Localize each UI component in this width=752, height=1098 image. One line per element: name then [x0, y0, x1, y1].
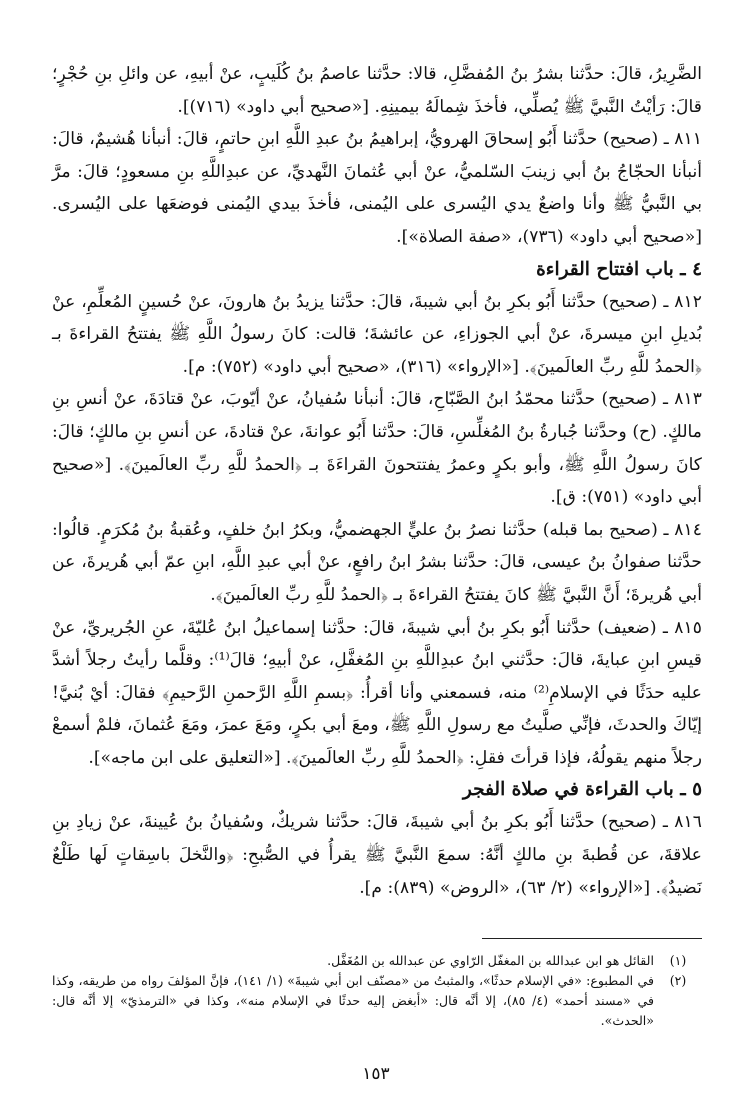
hadith-813: ٨١٣ ـ (صحيح) حدَّثنا محمّدُ ابنُ الصَّبّاحِ، قالَ: أنبأنا سُفيانُ، عنْ أيّوبَ، عنْ قتادَةَ، عنْ أنسِ بنِ مالكٍ. (ح) وحدَّثنا جُبارةُ بنُ المُغلِّسِ، قالَ: حدَّثنا أَبُو عوانةَ، عنْ قتادةَ، عن أنسِ بنِ مالكٍ؛ قالَ: كانَ رسولُ اللَّهِ ﷺ، وأبو بكرٍ وعمرُ يفتتحونَ القراءَةَ بـ ﴿الحمدُ للَّهِ ربِّ العالَمينَ﴾. [«صحيح أبي داود» (٧٥١): ق]. — [52, 389, 702, 508]
footnote-text: في المطبوع: «في الإسلام حدثًا»، والمثبتُ من «مصنّف ابن أبي شيبةَ» (١/ ١٤١)، فإنَّ المؤلفَ رواه من طريقه، وكذا في «مسند أحمد» (٤/ ٨٥)، إلا أنَّه قال: «أبغض إليه حدثًا في الإسلام منه»، وكذا في «الترمذيّ» إلا أنَّه قال: «الحدث». — [52, 973, 655, 1029]
hadith-814: ٨١٤ ـ (صحيح بما قبله) حدَّثنا نصرُ بنُ عليٍّ الجهضميُّ، وبكرُ ابنُ خلفٍ، وعُقبةُ بنُ مُكرَمٍ. قالُوا: حدَّثنا صفوانُ بنُ عيسى، قالَ: حدَّثنا بشرُ ابنُ رافعٍ، عنْ أبي عبدِ اللَّهِ، ابنِ عمّ أبي هُريرةَ، عن أبي هُريرةَ؛ أَنَّ النَّبيَّ ﷺ كانَ يفتتحُ القراءةَ بـ ﴿الحمدُ للَّهِ ربِّ العالَمينَ﴾. — [52, 519, 702, 605]
document-page — [52, 58, 702, 1078]
main-text — [52, 58, 702, 904]
hadith-812: ٨١٢ ـ (صحيح) حدَّثنا أَبُو بكرِ بنُ أبي شيبةَ، قالَ: حدَّثنا يزيدُ بنُ هارونَ، عنْ حُسينٍ المُعلِّمِ، عنْ بُديلِ ابنِ ميسرةَ، عنْ أبي الجوزاءِ، عن عائشةَ؛ قالت: كانَ رسولُ اللَّهِ ﷺ يفتتحُ القراءةَ بـ ﴿الحمدُ للَّهِ ربِّ العالَمينَ﴾. [«الإرواء» (٣١٦)، «صحيح أبي داود» (٧٥٢): م]. — [52, 291, 702, 377]
hadith-811: ٨١١ ـ (صحيح) حدَّثنا أَبُو إسحاقَ الهرويُّ، إبراهيمُ بنُ عبدِ اللَّهِ ابنِ حاتمٍ، قالَ: أنبأنا هُشيمٌ، قالَ: أنبأنا الحجّاجُ بنُ أبي زينبَ السّلميُّ، عنْ أبي عُثمانَ النَّهديِّ، عن عبدِاللَّهِ بنِ مسعودٍ؛ قالَ: مرَّ بي النَّبيُّ ﷺ وأنا واضعٌ يدي اليُسرى على اليُمنى، فأخذَ بيدي اليُمنى فوضعَها على اليُسرى. [«صحيح أبي داود» (٧٣٦)، «صفة الصلاة»]. — [52, 129, 702, 247]
paragraph-continuation: الضَّرِيرُ، قالَ: حدَّثنا بشرُ بنُ المُفضَّلِ، قالا: حدَّثنا عاصمُ بنُ كُلَيبٍ، عنْ أبيهِ، عن وائلِ بنِ حُجْرٍ؛ قالَ: رَأيْتُ النَّبيَّ ﷺ يُصلِّي، فأخذَ شِمالَهُ بيمينِهِ. [«صحيح أبي داود» (٧١٦)]. — [52, 64, 702, 117]
hadith-815: ٨١٥ ـ (ضعيف) حدَّثنا أَبُو بكرِ بنُ أبي شيبةَ، قالَ: حدَّثنا إسماعيلُ ابنُ عُليّةَ، عنِ الجُريريِّ، عنْ قيسِ ابنِ عبايةَ، قالَ: حدَّثني ابنُ عبدِاللَّهِ بنِ المُغفَّلِ، عنْ أبيهِ؛ قالَ⁽¹⁾: وقلَّما رأيتُ رجلاً أشدَّ عليه حدَثًا في الإسلامِ⁽²⁾ منه، فسمعني وأنا أقرأُ: ﴿بسمِ اللَّهِ الرَّحمنِ الرَّحيمِ﴾ فقالَ: أيْ بُنيَّ! إيّاكَ والحدثَ، فإنِّي صلَّيتُ مع رسولِ اللَّهِ ﷺ، ومعَ أبي بكرٍ، ومَعَ عمرَ، ومَعَ عُثمانَ، فلمْ أسمعْ رجلاً منهم يقولُهُ، فإذا قرأتَ فقلِ: ﴿الحمدُ للَّهِ ربِّ العالَمينَ﴾. [«التعليق على ابن ماجه»]. — [52, 617, 702, 768]
footnote-text: القائل هو ابن عبدالله بن المغفّل الرّاوي عن عبدالله بن المُغَفَّل. — [327, 953, 654, 969]
footnote-number: (١) — [669, 953, 687, 969]
section-5-title: ٥ ـ باب القراءة في صلاة الفجر — [462, 779, 702, 801]
hadith-816: ٨١٦ ـ (صحيح) حدَّثنا أَبُو بكرِ بنُ أبي شيبةَ، قالَ: حدَّثنا شريكٌ، وسُفيانُ بنُ عُيينةَ، عنْ زيادِ بنِ علاقةَ، عن قُطبةَ بنِ مالكٍ أنَّهُ: سمعَ النَّبيَّ ﷺ يقرأُ في الصُّبحِ: ﴿والنَّخلَ باسِقاتٍ لَها طَلْعٌ نَضيدٌ﴾. [«الإرواء» (٢/ ٦٣)، «الروض» (٨٣٩): م]. — [52, 812, 702, 898]
footnote-number: (٢) — [669, 973, 687, 989]
page-number: ١٥٣ — [362, 1064, 390, 1084]
footnotes — [52, 951, 702, 1031]
section-4-title: ٤ ـ باب افتتاح القراءة — [536, 258, 702, 280]
footnote-item — [52, 971, 702, 1031]
footnote-divider — [482, 938, 702, 939]
footnote-item — [52, 951, 702, 971]
